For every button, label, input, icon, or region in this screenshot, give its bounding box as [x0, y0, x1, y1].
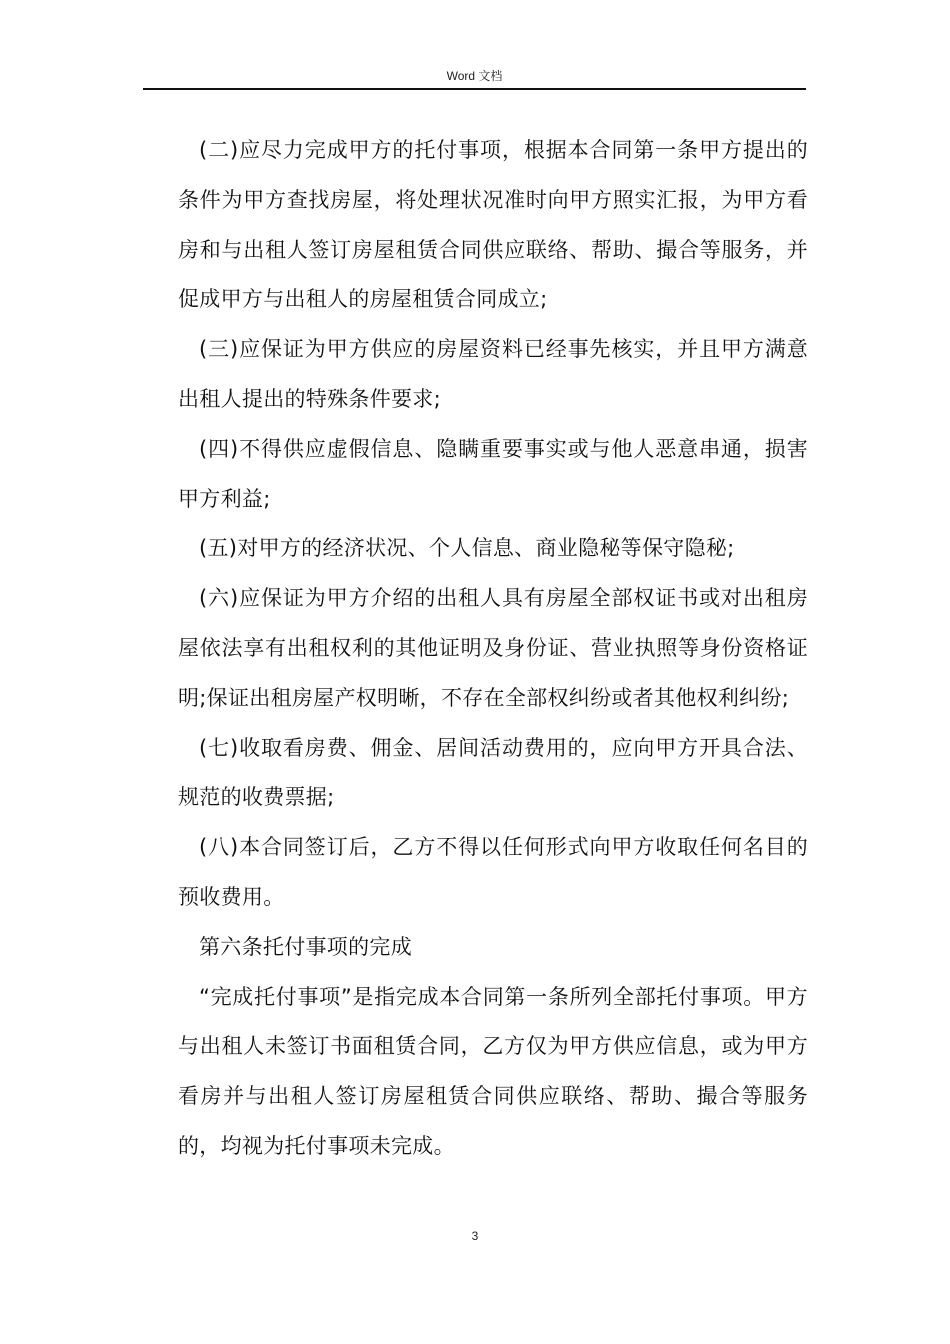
paragraph-item-2: (二)应尽力完成甲方的托付事项，根据本合同第一条甲方提出的条件为甲方查找房屋，将处理状况准时向甲方照实汇报，为甲方看房和与出租人签订房屋租赁合同供应联络、帮助、撮合等服务，并促成甲方与出租人的房屋租赁合同成立;	[178, 138, 808, 312]
paragraph-item-5: (五)对甲方的经济状况、个人信息、商业隐秘等保守隐秘;	[199, 536, 735, 561]
page-number: 3	[471, 1229, 479, 1243]
paragraph-item-8: (八)本合同签订后，乙方不得以任何形式向甲方收取任何名目的预收费用。	[178, 835, 808, 909]
section-heading: 第六条托付事项的完成	[199, 934, 412, 959]
paragraph-item-7: (七)收取看房费、佣金、居间活动费用的，应向甲方开具合法、规范的收费票据;	[178, 735, 808, 810]
paragraph-definition: “完成托付事项”是指完成本合同第一条所列全部托付事项。甲方与出租人未签订书面租赁合同，乙方仅为甲方供应信息，或为甲方看房并与出租人签订房屋租赁合同供应联络、帮助、撮合等服务的，均视为托付事项未完成。	[178, 984, 808, 1158]
paragraph-item-6: (六)应保证为甲方介绍的出租人具有房屋全部权证书或对出租房屋依法享有出租权利的其他证明及身份证、营业执照等身份资格证明;保证出租房屋产权明晰，不存在全部权纠纷或者其他权利纠纷;	[178, 586, 808, 710]
paragraph-item-4: (四)不得供应虚假信息、隐瞒重要事实或与他人恶意串通，损害甲方利益;	[178, 436, 808, 511]
page-header: Word 文档	[446, 69, 503, 83]
paragraph-item-3: (三)应保证为甲方供应的房屋资料已经事先核实，并且甲方满意出租人提出的特殊条件要求;	[178, 337, 808, 411]
header-rule	[143, 88, 806, 90]
document-body	[178, 126, 808, 1172]
